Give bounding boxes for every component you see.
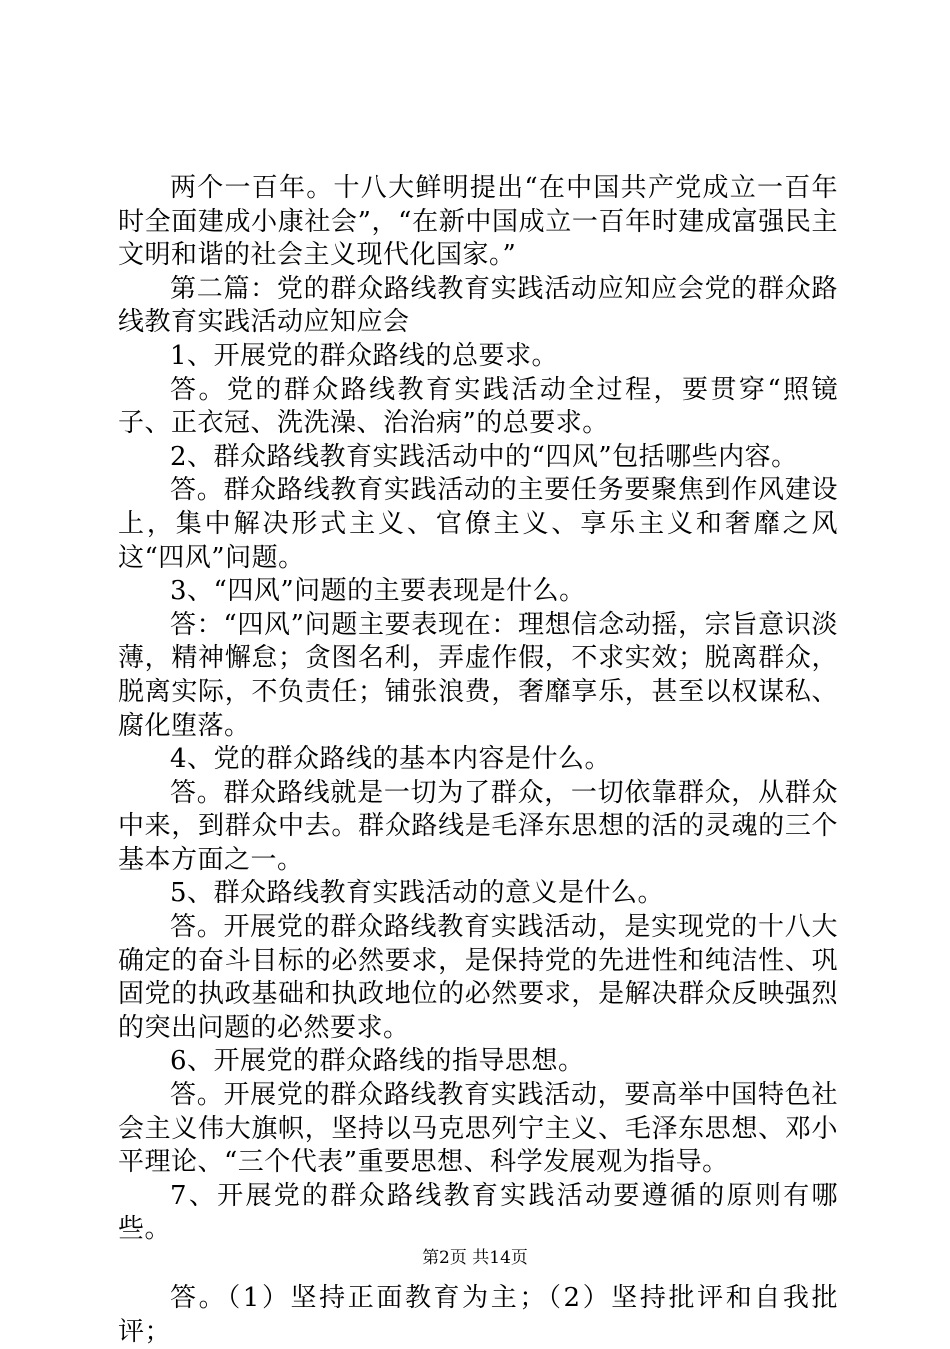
answer: 答。群众路线教育实践活动的主要任务要聚焦到作风建设上，集中解决形式主义、官僚主义、享乐主义和奢靡之风这“四风”问题。 — [118, 475, 838, 573]
question: 1、开展党的群众路线的总要求。 — [170, 340, 559, 371]
question: 5、群众路线教育实践活动的意义是什么。 — [170, 878, 665, 909]
paragraph: 两个一百年。十八大鲜明提出“在中国共产党成立一百年时全面建成小康社会”，“在新中国成立一百年时建成富强民主文明和谐的社会主义现代化国家。” — [118, 173, 838, 271]
answer: 答。开展党的群众路线教育实践活动，是实现党的十八大确定的奋斗目标的必然要求，是保持党的先进性和纯洁性、巩固党的执政基础和执政地位的必然要求，是解决群众反映强烈的突出问题的必然要求。 — [118, 912, 838, 1043]
document-body — [118, 172, 838, 1349]
page-footer: 第2页 共14页 — [422, 1248, 528, 1268]
answer: 答。群众路线就是一切为了群众，一切依靠群众，从群众中来，到群众中去。群众路线是毛泽东思想的活的灵魂的三个基本方面之一。 — [118, 777, 838, 875]
section-heading: 第二篇：党的群众路线教育实践活动应知应会党的群众路线教育实践活动应知应会 — [118, 273, 838, 338]
answer: 答。（1）坚持正面教育为主；（2）坚持批评和自我批评； — [118, 1283, 838, 1347]
answer: 答。开展党的群众路线教育实践活动，要高举中国特色社会主义伟大旗帜，坚持以马克思列宁主义、毛泽东思想、邓小平理论、“三个代表”重要思想、科学发展观为指导。 — [118, 1080, 838, 1178]
answer: 答。党的群众路线教育实践活动全过程，要贯穿“照镜子、正衣冠、洗洗澡、治治病”的总要求。 — [118, 374, 838, 439]
question: 7、开展党的群众路线教育实践活动要遵循的原则有哪些。 — [118, 1180, 838, 1245]
question: 6、开展党的群众路线的指导思想。 — [170, 1046, 585, 1077]
question: 3、“四风”问题的主要表现是什么。 — [170, 576, 586, 607]
question: 2、群众路线教育实践活动中的“四风”包括哪些内容。 — [170, 441, 798, 472]
question: 4、党的群众路线的基本内容是什么。 — [170, 744, 612, 775]
answer: 答：“四风”问题主要表现在：理想信念动摇，宗旨意识淡薄，精神懈怠；贪图名利，弄虚作假，不求实效；脱离群众，脱离实际，不负责任；铺张浪费，奢靡享乐，甚至以权谋私、腐化堕落。 — [118, 609, 838, 741]
